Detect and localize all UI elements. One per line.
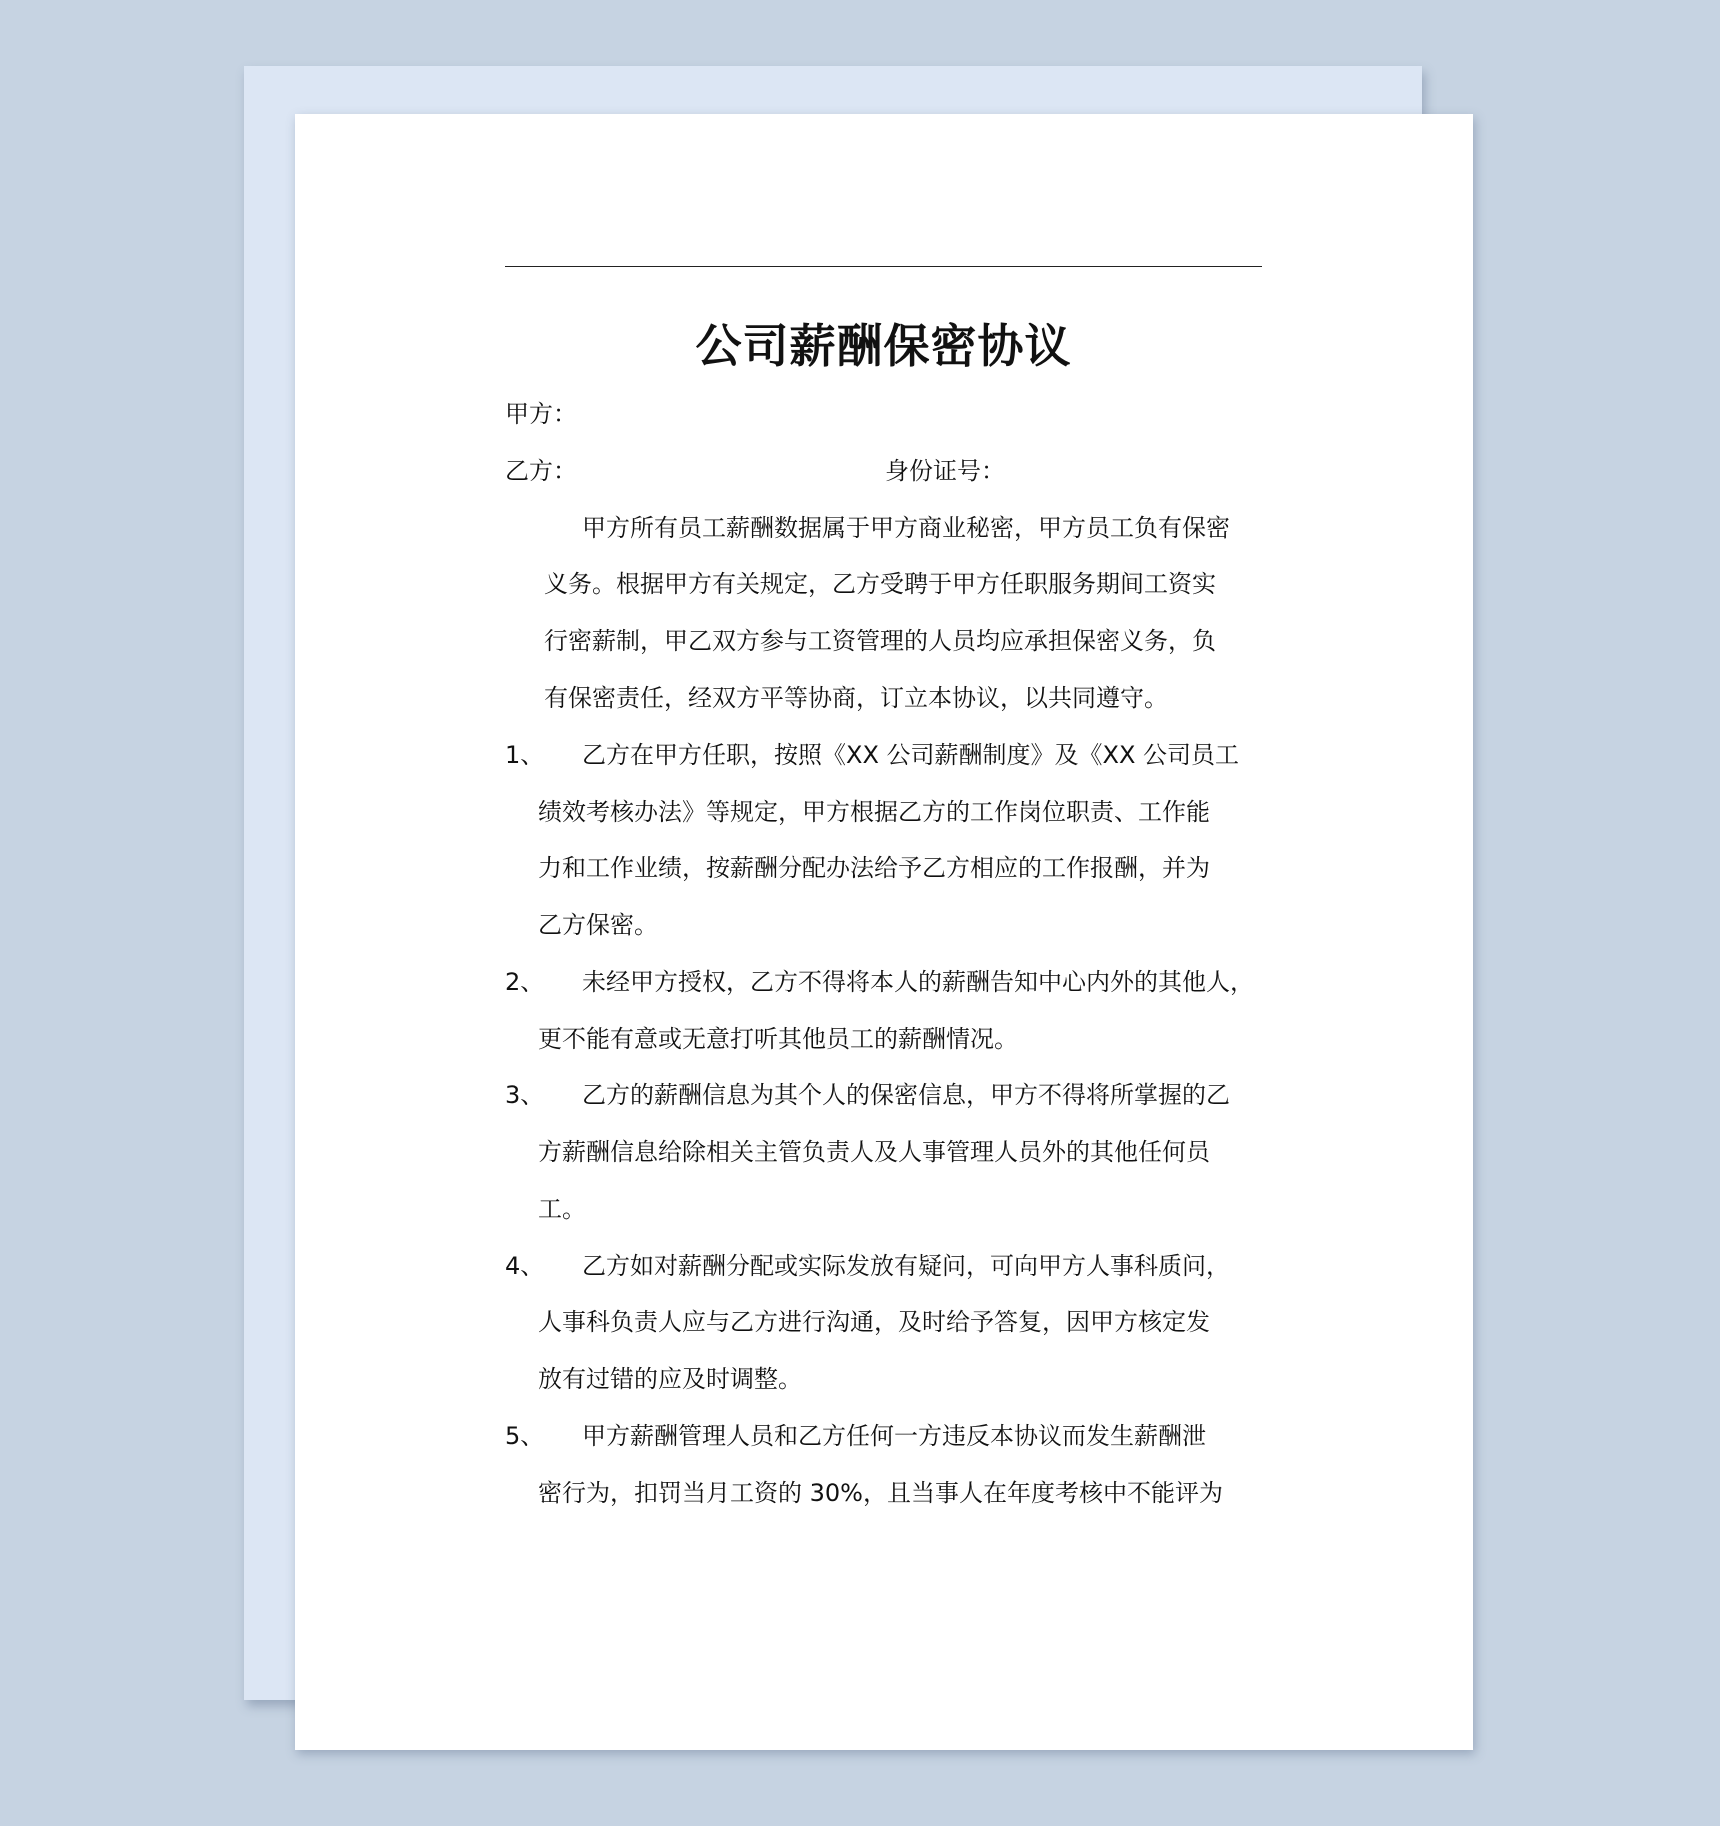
- clause-number: 3、: [505, 1081, 545, 1109]
- intro-line: 义务。根据甲方有关规定，乙方受聘于甲方任职服务期间工资实: [544, 570, 1216, 598]
- clause-line: 放有过错的应及时调整。: [538, 1365, 802, 1393]
- intro-line: 有保密责任，经双方平等协商，订立本协议，以共同遵守。: [544, 684, 1168, 712]
- clause-line: 工。: [538, 1195, 586, 1223]
- clause-number: 5、: [505, 1422, 545, 1450]
- clause-line: 未经甲方授权，乙方不得将本人的薪酬告知中心内外的其他人，: [582, 968, 1254, 996]
- clause-line: 绩效考核办法》等规定，甲方根据乙方的工作岗位职责、工作能: [538, 798, 1210, 826]
- party-a-label: 甲方：: [505, 400, 577, 428]
- clause-line: 乙方如对薪酬分配或实际发放有疑问，可向甲方人事科质问，: [582, 1252, 1230, 1280]
- clause-line: 甲方薪酬管理人员和乙方任何一方违反本协议而发生薪酬泄: [582, 1422, 1206, 1450]
- clause-line: 乙方在甲方任职，按照《XX 公司薪酬制度》及《XX 公司员工: [582, 741, 1240, 769]
- clause-number: 4、: [505, 1252, 545, 1280]
- header-rule: [505, 266, 1262, 267]
- clause-line: 密行为，扣罚当月工资的 30%，且当事人在年度考核中不能评为: [538, 1479, 1223, 1507]
- intro-line: 甲方所有员工薪酬数据属于甲方商业秘密，甲方员工负有保密: [582, 514, 1230, 542]
- party-b-label: 乙方：: [505, 457, 577, 485]
- clause-line: 乙方的薪酬信息为其个人的保密信息，甲方不得将所掌握的乙: [582, 1081, 1230, 1109]
- clause-line: 方薪酬信息给除相关主管负责人及人事管理人员外的其他任何员: [538, 1138, 1210, 1166]
- clause-line: 人事科负责人应与乙方进行沟通，及时给予答复，因甲方核定发: [538, 1308, 1210, 1336]
- id-number-label: 身份证号：: [885, 457, 1005, 485]
- clause-line: 力和工作业绩，按薪酬分配办法给予乙方相应的工作报酬，并为: [538, 854, 1210, 882]
- document-title: 公司薪酬保密协议: [695, 319, 1072, 373]
- clause-line: 更不能有意或无意打听其他员工的薪酬情况。: [538, 1025, 1018, 1053]
- clause-number: 1、: [505, 741, 545, 769]
- clause-line: 乙方保密。: [538, 911, 658, 939]
- clause-number: 2、: [505, 968, 545, 996]
- intro-line: 行密薪制，甲乙双方参与工资管理的人员均应承担保密义务，负: [544, 627, 1216, 655]
